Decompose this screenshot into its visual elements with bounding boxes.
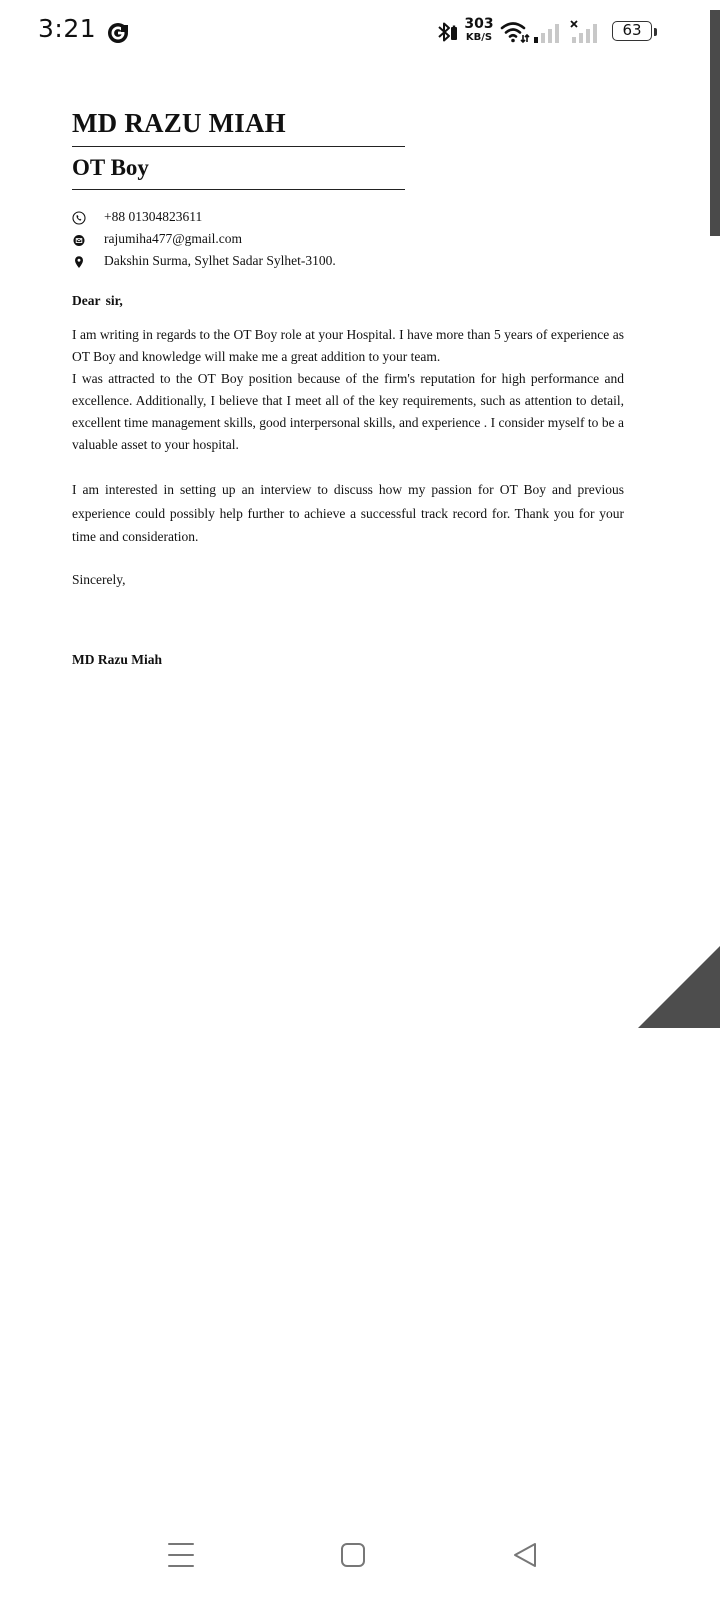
status-icons bbox=[436, 18, 666, 48]
back-triangle-icon bbox=[511, 1541, 539, 1569]
applicant-name: MD RAZU MIAH bbox=[72, 100, 405, 147]
recent-apps-button[interactable] bbox=[151, 1530, 211, 1580]
home-square-icon bbox=[339, 1541, 367, 1569]
cover-letter-document bbox=[72, 100, 624, 671]
g-circle-icon bbox=[106, 21, 130, 45]
contact-email-text: rajumiha477@gmail.com bbox=[104, 231, 243, 246]
menu-icon bbox=[167, 1541, 195, 1569]
contact-list bbox=[72, 206, 624, 272]
contact-address-text: Dakshin Surma, Sylhet Sadar Sylhet-3100. bbox=[104, 253, 336, 268]
wifi-icon bbox=[500, 20, 530, 44]
body-paragraph-1-detail: I was attracted to the OT Boy position because of the firm's reputation for high performance and excellence. Additionally, I believe that I meet all of the key requirements, such as attention to detail, excellent time management skills, good interpersonal skills, and experience . I consider myself to be a valuable asset to your hospital. bbox=[72, 371, 624, 452]
system-nav-bar bbox=[0, 1530, 720, 1580]
email-icon bbox=[72, 233, 86, 247]
signature: MD Razu Miah bbox=[72, 651, 162, 667]
cell-signal-icon bbox=[532, 22, 566, 44]
cell-signal-no-service-icon bbox=[570, 20, 604, 44]
network-speed-value: 303 bbox=[464, 16, 494, 32]
home-button[interactable] bbox=[323, 1530, 383, 1580]
battery-icon: 63 bbox=[612, 21, 652, 41]
status-time: 3:21 bbox=[38, 14, 97, 43]
status-bar bbox=[0, 0, 720, 64]
bluetooth-icon bbox=[436, 20, 458, 44]
closing: Sincerely, bbox=[72, 571, 126, 587]
body-paragraph-2: I am interested in setting up an interview to discuss how my passion for OT Boy and previous experience could possibly help further to achieve a successful track record for. Thank you for your time and consideration. bbox=[72, 482, 624, 544]
battery-tip bbox=[654, 28, 657, 36]
contact-email bbox=[72, 228, 624, 250]
network-speed bbox=[462, 18, 496, 44]
scrollbar-thumb[interactable] bbox=[710, 10, 720, 236]
salutation: Dear sir, bbox=[72, 293, 123, 308]
contact-address bbox=[72, 250, 624, 272]
phone-icon bbox=[72, 211, 86, 225]
contact-phone bbox=[72, 206, 624, 228]
contact-phone-text: +88 01304823611 bbox=[104, 209, 203, 224]
back-button[interactable] bbox=[495, 1530, 555, 1580]
location-pin-icon bbox=[72, 255, 86, 269]
body-paragraph-1-intro: I am writing in regards to the OT Boy role at your Hospital. I have more than 5 years of experience as OT Boy and knowledge will make me a great addition to your team. bbox=[72, 327, 624, 364]
body-paragraph-1 bbox=[72, 324, 624, 456]
page-turn-corner[interactable] bbox=[638, 946, 720, 1028]
network-speed-unit: KB/S bbox=[465, 32, 493, 43]
applicant-role: OT Boy bbox=[72, 147, 405, 190]
